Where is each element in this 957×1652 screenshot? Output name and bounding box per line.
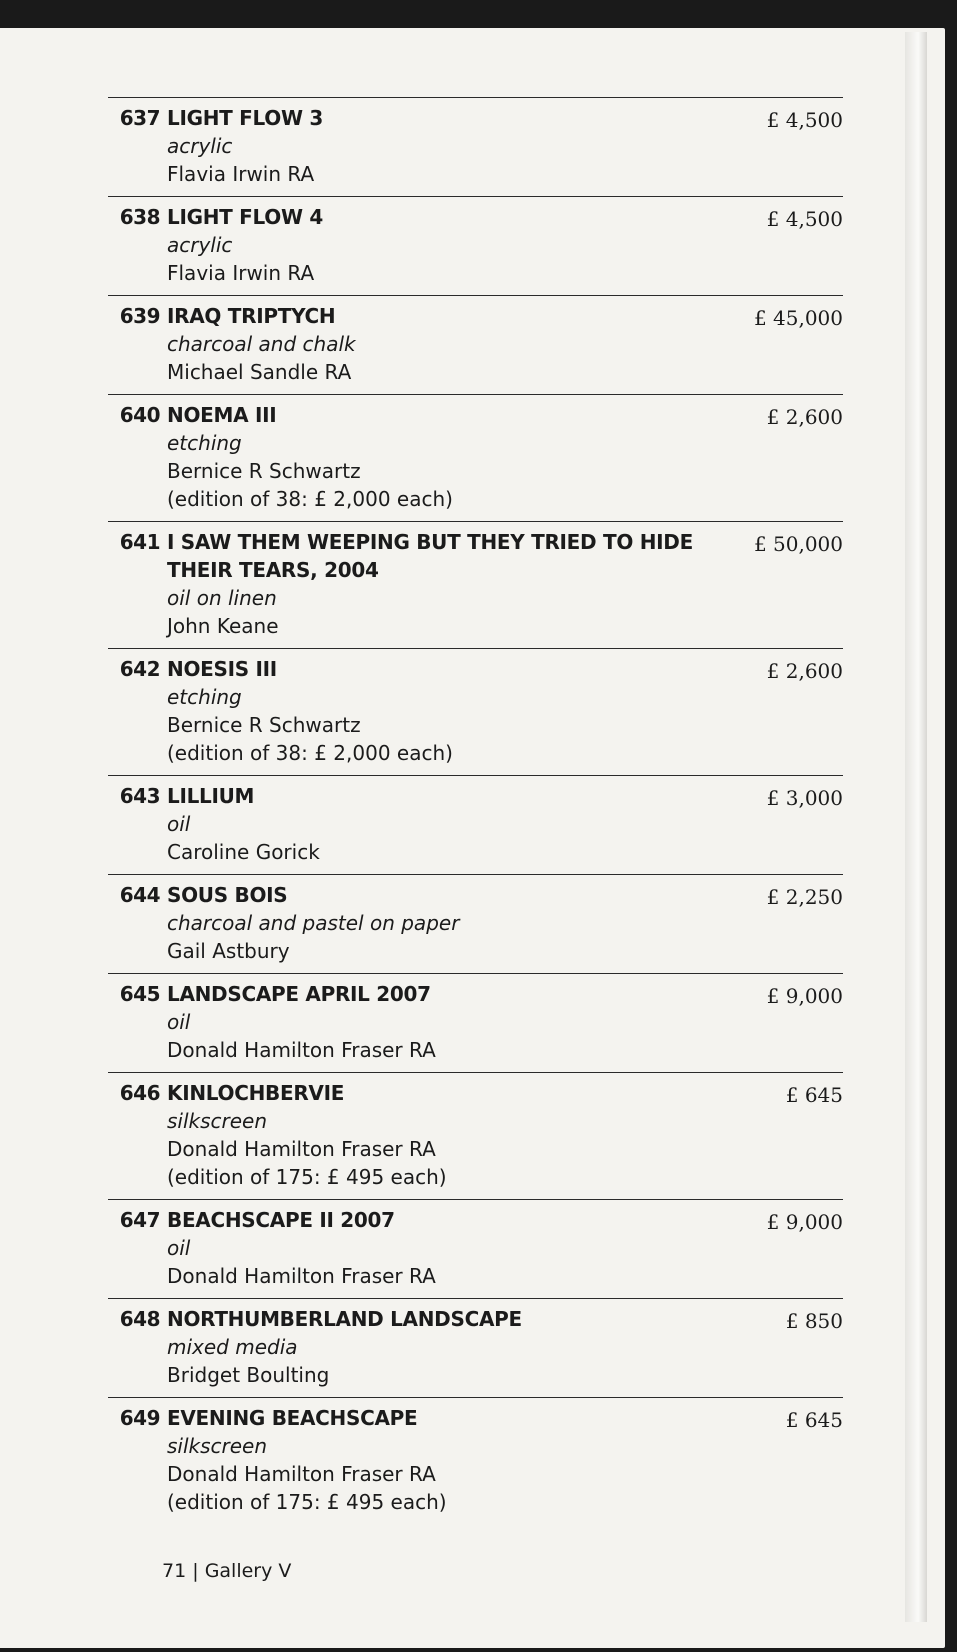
section-name: Gallery V bbox=[204, 1560, 292, 1582]
entry-price: £ 850 bbox=[785, 1309, 843, 1333]
catalogue-entry bbox=[108, 521, 843, 648]
entry-artist: Donald Hamilton Fraser RA bbox=[167, 1264, 436, 1288]
entry-medium: oil bbox=[167, 1236, 191, 1260]
entry-number: 643 bbox=[119, 784, 160, 808]
entry-price: £ 2,600 bbox=[766, 659, 843, 683]
entry-price: £ 2,600 bbox=[766, 405, 843, 429]
entry-artist: Donald Hamilton Fraser RA bbox=[167, 1038, 436, 1062]
footer-separator: | bbox=[192, 1560, 199, 1582]
entry-price: £ 645 bbox=[785, 1408, 843, 1432]
catalogue-entry bbox=[108, 1072, 843, 1199]
entry-number: 648 bbox=[119, 1307, 160, 1331]
entry-medium: charcoal and pastel on paper bbox=[167, 911, 460, 935]
entry-title: LILLIUM bbox=[167, 784, 255, 808]
entry-artist: Donald Hamilton Fraser RA bbox=[167, 1462, 436, 1486]
entry-artist: John Keane bbox=[167, 614, 279, 638]
entry-artist: Bridget Boulting bbox=[167, 1363, 330, 1387]
entry-artist: Gail Astbury bbox=[167, 939, 290, 963]
entry-medium: mixed media bbox=[167, 1335, 298, 1359]
entry-number: 646 bbox=[119, 1081, 160, 1105]
entry-price: £ 45,000 bbox=[753, 306, 843, 330]
entry-price: £ 4,500 bbox=[766, 207, 843, 231]
entry-price: £ 50,000 bbox=[753, 532, 843, 556]
entry-price: £ 9,000 bbox=[766, 1210, 843, 1234]
entry-title: LIGHT FLOW 4 bbox=[167, 205, 323, 229]
entry-medium: charcoal and chalk bbox=[167, 332, 356, 356]
entry-medium: silkscreen bbox=[167, 1109, 268, 1133]
entry-artist: Bernice R Schwartz bbox=[167, 713, 361, 737]
entry-price: £ 4,500 bbox=[766, 108, 843, 132]
entry-title: NOEMA III bbox=[167, 403, 277, 427]
entry-price: £ 3,000 bbox=[766, 786, 843, 810]
entry-artist: Caroline Gorick bbox=[167, 840, 320, 864]
entry-edition: (edition of 38: £ 2,000 each) bbox=[167, 487, 453, 511]
entry-title: LANDSCAPE APRIL 2007 bbox=[167, 982, 431, 1006]
entry-number: 644 bbox=[119, 883, 160, 907]
entry-number: 637 bbox=[119, 106, 160, 130]
entry-title: EVENING BEACHSCAPE bbox=[167, 1406, 418, 1430]
entry-artist: Flavia Irwin RA bbox=[167, 162, 315, 186]
entry-title: NOESIS III bbox=[167, 657, 277, 681]
entry-number: 645 bbox=[119, 982, 160, 1006]
entry-medium: oil bbox=[167, 812, 191, 836]
entry-number: 649 bbox=[119, 1406, 160, 1430]
entry-number: 641 bbox=[119, 530, 160, 554]
catalogue-entry bbox=[108, 97, 843, 196]
entry-medium: oil on linen bbox=[167, 586, 277, 610]
entry-medium: etching bbox=[167, 431, 242, 455]
entry-number: 639 bbox=[119, 304, 160, 328]
catalogue-entry bbox=[108, 1298, 843, 1397]
entry-number: 642 bbox=[119, 657, 160, 681]
entry-number: 647 bbox=[119, 1208, 160, 1232]
catalogue-entry bbox=[108, 874, 843, 973]
entry-artist: Bernice R Schwartz bbox=[167, 459, 361, 483]
entry-price: £ 9,000 bbox=[766, 984, 843, 1008]
entry-edition: (edition of 38: £ 2,000 each) bbox=[167, 741, 453, 765]
entry-number: 640 bbox=[119, 403, 160, 427]
catalogue-entry bbox=[108, 1397, 843, 1524]
entry-number: 638 bbox=[119, 205, 160, 229]
entry-title: LIGHT FLOW 3 bbox=[167, 106, 323, 130]
entry-artist: Michael Sandle RA bbox=[167, 360, 352, 384]
entry-medium: acrylic bbox=[167, 233, 233, 257]
page-number: 71 bbox=[162, 1560, 187, 1582]
page-footer bbox=[162, 1560, 291, 1582]
catalogue-entry bbox=[108, 775, 843, 874]
catalogue-entry bbox=[108, 196, 843, 295]
catalogue-entry bbox=[108, 394, 843, 521]
entry-artist: Donald Hamilton Fraser RA bbox=[167, 1137, 436, 1161]
catalogue-entry bbox=[108, 973, 843, 1072]
entry-artist: Flavia Irwin RA bbox=[167, 261, 315, 285]
entry-title: I SAW THEM WEEPING BUT THEY TRIED TO HIDE THEIR TEARS, 2004 bbox=[167, 530, 693, 582]
entry-medium: silkscreen bbox=[167, 1434, 268, 1458]
entry-title: NORTHUMBERLAND LANDSCAPE bbox=[167, 1307, 522, 1331]
catalogue-entry bbox=[108, 1199, 843, 1298]
entry-price: £ 645 bbox=[785, 1083, 843, 1107]
entry-price: £ 2,250 bbox=[766, 885, 843, 909]
entry-title: BEACHSCAPE II 2007 bbox=[167, 1208, 395, 1232]
entry-title: SOUS BOIS bbox=[167, 883, 288, 907]
entry-edition: (edition of 175: £ 495 each) bbox=[167, 1490, 447, 1514]
page-edge bbox=[905, 32, 927, 1622]
entry-medium: oil bbox=[167, 1010, 191, 1034]
entry-title: KINLOCHBERVIE bbox=[167, 1081, 345, 1105]
entry-medium: etching bbox=[167, 685, 242, 709]
entry-edition: (edition of 175: £ 495 each) bbox=[167, 1165, 447, 1189]
catalogue-entry bbox=[108, 648, 843, 775]
entry-medium: acrylic bbox=[167, 134, 233, 158]
entry-title: IRAQ TRIPTYCH bbox=[167, 304, 336, 328]
catalogue-entry bbox=[108, 295, 843, 394]
catalogue-list bbox=[108, 97, 843, 1524]
